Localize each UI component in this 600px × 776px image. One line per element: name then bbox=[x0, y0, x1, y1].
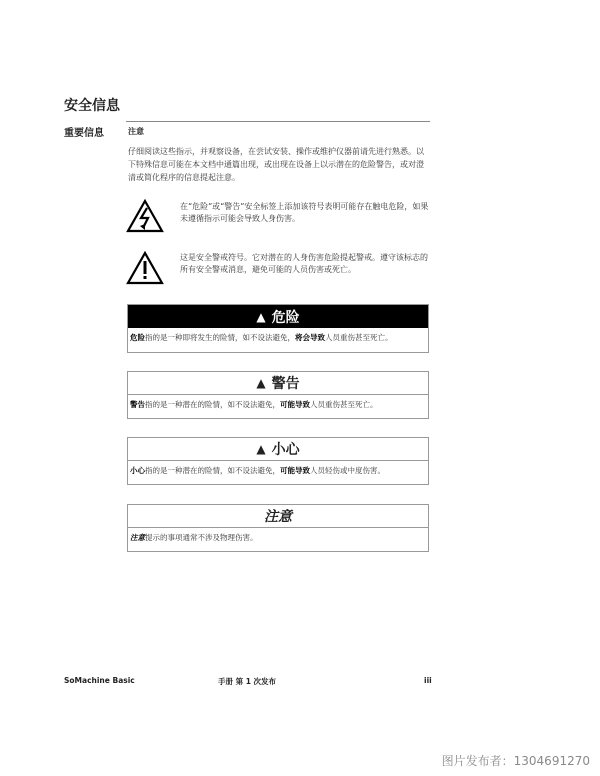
caution-tail: 人员轻伤或中度伤害。 bbox=[310, 466, 385, 475]
warning-emphasis: 可能导致 bbox=[280, 400, 310, 409]
caution-message-box bbox=[127, 437, 429, 485]
notice-message-box bbox=[127, 504, 429, 552]
warning-tail: 人员重伤甚至死亡。 bbox=[310, 400, 378, 409]
caution-text: 指的是一种潜在的险情，如不设法避免， bbox=[145, 466, 280, 475]
caution-emphasis: 可能导致 bbox=[280, 466, 310, 475]
danger-title: 危险 bbox=[271, 309, 300, 326]
caution-header bbox=[128, 438, 428, 461]
electrical-hazard-description: 在“危险”或“警告”安全标签上添加该符号表明可能存在触电危险，如果未遵循指示可能会导致人身伤害。 bbox=[180, 202, 429, 223]
notice-title: 注意 bbox=[264, 509, 292, 525]
section-side-label: 重要信息 bbox=[64, 128, 104, 139]
safety-alert-description: 这是安全警戒符号。它对潜在的人身伤害危险提起警戒。遵守该标志的所有安全警戒消息，避免可能的人员伤害或死亡。 bbox=[180, 253, 428, 274]
danger-tail: 人员重伤甚至死亡。 bbox=[325, 333, 393, 342]
publisher-watermark: 图片发布者：1304691270 bbox=[441, 754, 590, 768]
danger-emphasis: 将会导致 bbox=[295, 333, 325, 342]
warning-header bbox=[128, 372, 428, 395]
warning-text: 指的是一种潜在的险情，如不设法避免， bbox=[145, 400, 280, 409]
footer-page-number: iii bbox=[424, 676, 432, 685]
footer-edition: 手册 第 1 次发布 bbox=[218, 677, 277, 686]
danger-message-box bbox=[127, 304, 429, 353]
note-heading: 注意 bbox=[128, 126, 144, 136]
warning-lead: 警告 bbox=[130, 400, 145, 409]
intro-paragraph: 仔细阅读这些指示，并观察设备，在尝试安装、操作或维护仪器前请先进行熟悉。以下特殊信息可能在本文档中通篇出现，或出现在设备上以示潜在的危险警告，或对澄清或简化程序的信息提起注意。 bbox=[128, 147, 424, 182]
page-title: 安全信息 bbox=[64, 98, 120, 114]
section-divider bbox=[126, 121, 430, 122]
caution-lead: 小心 bbox=[130, 466, 145, 475]
danger-body bbox=[128, 328, 428, 343]
warning-triangle-icon: ▲ bbox=[256, 376, 266, 390]
danger-header bbox=[128, 305, 428, 328]
caution-title: 小心 bbox=[271, 442, 300, 458]
safety-alert-icon bbox=[126, 251, 164, 285]
danger-lead: 危险 bbox=[130, 333, 145, 342]
footer-product-name: SoMachine Basic bbox=[64, 676, 135, 685]
caution-body bbox=[128, 461, 428, 476]
notice-lead: 注意 bbox=[130, 533, 145, 542]
warning-triangle-icon: ▲ bbox=[256, 309, 266, 324]
warning-body bbox=[128, 395, 428, 410]
electrical-hazard-icon bbox=[126, 199, 164, 233]
warning-message-box bbox=[127, 371, 429, 419]
notice-header bbox=[128, 505, 428, 528]
warning-title: 警告 bbox=[271, 376, 300, 392]
danger-text: 指的是一种即将发生的险情，如不设法避免， bbox=[145, 333, 295, 342]
warning-triangle-icon: ▲ bbox=[256, 442, 266, 456]
notice-body bbox=[128, 528, 428, 543]
notice-tail: 提示的事项通常不涉及物理伤害。 bbox=[145, 533, 258, 542]
